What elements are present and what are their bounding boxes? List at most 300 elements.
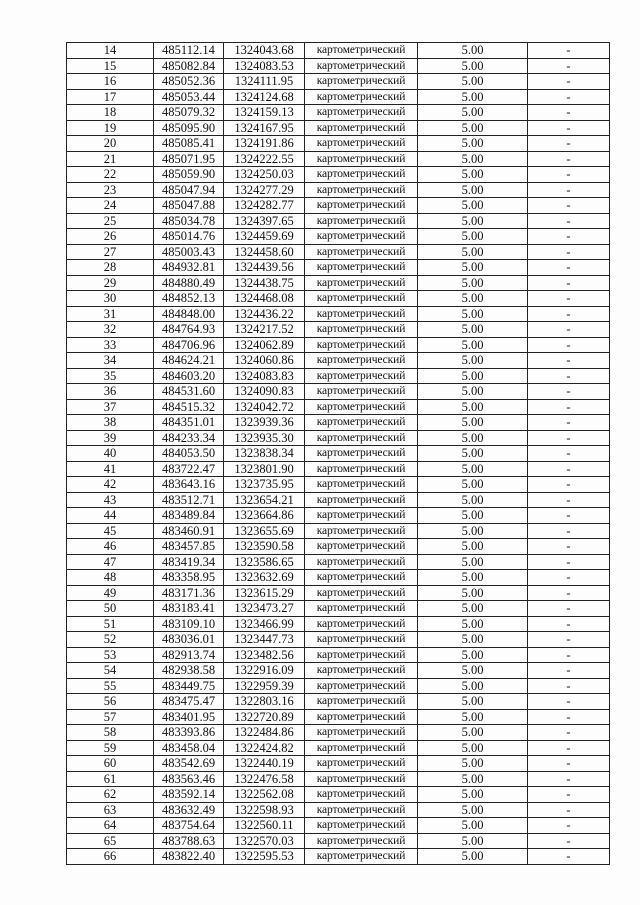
table-row <box>67 492 610 508</box>
coordinates-table <box>66 42 610 865</box>
point-number-cell: 40 <box>67 446 154 462</box>
table-row <box>67 771 610 787</box>
description-cell: - <box>528 306 610 322</box>
accuracy-cell: 5.00 <box>418 337 528 353</box>
method-cell: картометрический <box>305 89 418 105</box>
table-row <box>67 616 610 632</box>
method-cell: картометрический <box>305 539 418 555</box>
coordinate-x-cell: 485052.36 <box>154 74 224 90</box>
coordinate-y-cell: 1323838.34 <box>224 446 305 462</box>
point-number-cell: 63 <box>67 802 154 818</box>
coordinate-y-cell: 1324042.72 <box>224 399 305 415</box>
coordinate-y-cell: 1324124.68 <box>224 89 305 105</box>
accuracy-cell: 5.00 <box>418 694 528 710</box>
coordinate-y-cell: 1323935.30 <box>224 430 305 446</box>
coordinate-y-cell: 1324459.69 <box>224 229 305 245</box>
method-cell: картометрический <box>305 771 418 787</box>
coordinate-x-cell: 484531.60 <box>154 384 224 400</box>
coordinate-y-cell: 1324062.89 <box>224 337 305 353</box>
coordinate-x-cell: 485047.94 <box>154 182 224 198</box>
table-row <box>67 136 610 152</box>
coordinate-x-cell: 482938.58 <box>154 663 224 679</box>
method-cell: картометрический <box>305 461 418 477</box>
method-cell: картометрический <box>305 368 418 384</box>
accuracy-cell: 5.00 <box>418 632 528 648</box>
coordinate-x-cell: 483643.16 <box>154 477 224 493</box>
coordinate-x-cell: 482913.74 <box>154 647 224 663</box>
method-cell: картометрический <box>305 725 418 741</box>
table-row <box>67 756 610 772</box>
method-cell: картометрический <box>305 787 418 803</box>
coordinate-x-cell: 483458.04 <box>154 740 224 756</box>
coordinate-x-cell: 484848.00 <box>154 306 224 322</box>
method-cell: картометрический <box>305 275 418 291</box>
accuracy-cell: 5.00 <box>418 492 528 508</box>
point-number-cell: 19 <box>67 120 154 136</box>
point-number-cell: 48 <box>67 570 154 586</box>
description-cell: - <box>528 151 610 167</box>
method-cell: картометрический <box>305 477 418 493</box>
coordinate-y-cell: 1324083.83 <box>224 368 305 384</box>
coordinate-y-cell: 1322560.11 <box>224 818 305 834</box>
coordinate-x-cell: 483822.40 <box>154 849 224 865</box>
coordinate-x-cell: 483401.95 <box>154 709 224 725</box>
accuracy-cell: 5.00 <box>418 399 528 415</box>
method-cell: картометрический <box>305 105 418 121</box>
coordinate-y-cell: 1323664.86 <box>224 508 305 524</box>
table-row <box>67 353 610 369</box>
accuracy-cell: 5.00 <box>418 151 528 167</box>
description-cell: - <box>528 322 610 338</box>
accuracy-cell: 5.00 <box>418 167 528 183</box>
coordinate-y-cell: 1324439.56 <box>224 260 305 276</box>
method-cell: картометрический <box>305 430 418 446</box>
coordinate-y-cell: 1323590.58 <box>224 539 305 555</box>
description-cell: - <box>528 399 610 415</box>
point-number-cell: 57 <box>67 709 154 725</box>
accuracy-cell: 5.00 <box>418 709 528 725</box>
method-cell: картометрический <box>305 384 418 400</box>
method-cell: картометрический <box>305 647 418 663</box>
method-cell: картометрический <box>305 709 418 725</box>
coordinate-x-cell: 483036.01 <box>154 632 224 648</box>
table-row <box>67 477 610 493</box>
coordinate-y-cell: 1324159.13 <box>224 105 305 121</box>
coordinate-x-cell: 483475.47 <box>154 694 224 710</box>
description-cell: - <box>528 275 610 291</box>
coordinate-y-cell: 1324222.55 <box>224 151 305 167</box>
coordinate-x-cell: 483419.34 <box>154 554 224 570</box>
description-cell: - <box>528 833 610 849</box>
description-cell: - <box>528 74 610 90</box>
coordinate-x-cell: 483542.69 <box>154 756 224 772</box>
description-cell: - <box>528 647 610 663</box>
accuracy-cell: 5.00 <box>418 570 528 586</box>
accuracy-cell: 5.00 <box>418 663 528 679</box>
coordinate-x-cell: 483171.36 <box>154 585 224 601</box>
method-cell: картометрический <box>305 151 418 167</box>
point-number-cell: 14 <box>67 43 154 59</box>
description-cell: - <box>528 725 610 741</box>
description-cell: - <box>528 616 610 632</box>
coordinate-y-cell: 1322424.82 <box>224 740 305 756</box>
description-cell: - <box>528 492 610 508</box>
description-cell: - <box>528 368 610 384</box>
point-number-cell: 46 <box>67 539 154 555</box>
coordinate-x-cell: 483592.14 <box>154 787 224 803</box>
method-cell: картометрический <box>305 554 418 570</box>
table-row <box>67 430 610 446</box>
description-cell: - <box>528 477 610 493</box>
table-row <box>67 167 610 183</box>
method-cell: картометрический <box>305 399 418 415</box>
description-cell: - <box>528 771 610 787</box>
table-row <box>67 120 610 136</box>
accuracy-cell: 5.00 <box>418 818 528 834</box>
description-cell: - <box>528 198 610 214</box>
description-cell: - <box>528 260 610 276</box>
description-cell: - <box>528 353 610 369</box>
coordinate-y-cell: 1323654.21 <box>224 492 305 508</box>
coordinate-x-cell: 485003.43 <box>154 244 224 260</box>
accuracy-cell: 5.00 <box>418 306 528 322</box>
accuracy-cell: 5.00 <box>418 740 528 756</box>
description-cell: - <box>528 58 610 74</box>
point-number-cell: 30 <box>67 291 154 307</box>
point-number-cell: 24 <box>67 198 154 214</box>
table-row <box>67 802 610 818</box>
description-cell: - <box>528 213 610 229</box>
accuracy-cell: 5.00 <box>418 523 528 539</box>
method-cell: картометрический <box>305 229 418 245</box>
coordinate-y-cell: 1322916.09 <box>224 663 305 679</box>
accuracy-cell: 5.00 <box>418 322 528 338</box>
table-row <box>67 368 610 384</box>
accuracy-cell: 5.00 <box>418 368 528 384</box>
table-row <box>67 461 610 477</box>
table-row <box>67 43 610 59</box>
point-number-cell: 35 <box>67 368 154 384</box>
accuracy-cell: 5.00 <box>418 477 528 493</box>
point-number-cell: 29 <box>67 275 154 291</box>
coordinate-x-cell: 485059.90 <box>154 167 224 183</box>
coordinate-x-cell: 483393.86 <box>154 725 224 741</box>
table-row <box>67 632 610 648</box>
point-number-cell: 62 <box>67 787 154 803</box>
point-number-cell: 21 <box>67 151 154 167</box>
table-row <box>67 601 610 617</box>
accuracy-cell: 5.00 <box>418 756 528 772</box>
point-number-cell: 25 <box>67 213 154 229</box>
description-cell: - <box>528 105 610 121</box>
point-number-cell: 39 <box>67 430 154 446</box>
description-cell: - <box>528 430 610 446</box>
coordinate-x-cell: 484932.81 <box>154 260 224 276</box>
coordinate-x-cell: 485053.44 <box>154 89 224 105</box>
accuracy-cell: 5.00 <box>418 260 528 276</box>
point-number-cell: 42 <box>67 477 154 493</box>
method-cell: картометрический <box>305 198 418 214</box>
method-cell: картометрический <box>305 601 418 617</box>
accuracy-cell: 5.00 <box>418 461 528 477</box>
description-cell: - <box>528 415 610 431</box>
table-row <box>67 508 610 524</box>
accuracy-cell: 5.00 <box>418 725 528 741</box>
accuracy-cell: 5.00 <box>418 182 528 198</box>
table-row <box>67 275 610 291</box>
method-cell: картометрический <box>305 570 418 586</box>
point-number-cell: 34 <box>67 353 154 369</box>
method-cell: картометрический <box>305 74 418 90</box>
coordinate-x-cell: 483489.84 <box>154 508 224 524</box>
table-row <box>67 182 610 198</box>
table-row <box>67 585 610 601</box>
description-cell: - <box>528 740 610 756</box>
point-number-cell: 55 <box>67 678 154 694</box>
point-number-cell: 65 <box>67 833 154 849</box>
accuracy-cell: 5.00 <box>418 647 528 663</box>
coordinate-x-cell: 485047.88 <box>154 198 224 214</box>
table-row <box>67 198 610 214</box>
point-number-cell: 59 <box>67 740 154 756</box>
table-row <box>67 151 610 167</box>
method-cell: картометрический <box>305 492 418 508</box>
coordinate-y-cell: 1324043.68 <box>224 43 305 59</box>
method-cell: картометрический <box>305 849 418 865</box>
coordinate-x-cell: 484515.32 <box>154 399 224 415</box>
table-row <box>67 399 610 415</box>
accuracy-cell: 5.00 <box>418 616 528 632</box>
method-cell: картометрический <box>305 523 418 539</box>
coordinate-x-cell: 483788.63 <box>154 833 224 849</box>
method-cell: картометрический <box>305 337 418 353</box>
accuracy-cell: 5.00 <box>418 136 528 152</box>
coordinate-y-cell: 1323801.90 <box>224 461 305 477</box>
coordinate-y-cell: 1322595.53 <box>224 849 305 865</box>
method-cell: картометрический <box>305 43 418 59</box>
accuracy-cell: 5.00 <box>418 849 528 865</box>
description-cell: - <box>528 554 610 570</box>
table-row <box>67 849 610 865</box>
point-number-cell: 61 <box>67 771 154 787</box>
point-number-cell: 28 <box>67 260 154 276</box>
description-cell: - <box>528 802 610 818</box>
point-number-cell: 31 <box>67 306 154 322</box>
point-number-cell: 60 <box>67 756 154 772</box>
coordinate-x-cell: 483754.64 <box>154 818 224 834</box>
table-row <box>67 74 610 90</box>
method-cell: картометрический <box>305 802 418 818</box>
table-row <box>67 415 610 431</box>
coordinate-y-cell: 1322562.08 <box>224 787 305 803</box>
point-number-cell: 51 <box>67 616 154 632</box>
accuracy-cell: 5.00 <box>418 833 528 849</box>
description-cell: - <box>528 136 610 152</box>
coordinate-y-cell: 1322570.03 <box>224 833 305 849</box>
table-row <box>67 58 610 74</box>
coordinate-y-cell: 1324282.77 <box>224 198 305 214</box>
method-cell: картометрический <box>305 182 418 198</box>
method-cell: картометрический <box>305 632 418 648</box>
table-row <box>67 244 610 260</box>
coordinate-y-cell: 1324111.95 <box>224 74 305 90</box>
method-cell: картометрический <box>305 740 418 756</box>
accuracy-cell: 5.00 <box>418 229 528 245</box>
accuracy-cell: 5.00 <box>418 120 528 136</box>
coordinate-x-cell: 485082.84 <box>154 58 224 74</box>
coordinate-y-cell: 1323632.69 <box>224 570 305 586</box>
point-number-cell: 41 <box>67 461 154 477</box>
coordinate-x-cell: 485071.95 <box>154 151 224 167</box>
coordinate-x-cell: 484624.21 <box>154 353 224 369</box>
table-row <box>67 570 610 586</box>
coordinate-x-cell: 484880.49 <box>154 275 224 291</box>
table-row <box>67 291 610 307</box>
table-row <box>67 539 610 555</box>
coordinate-y-cell: 1324191.86 <box>224 136 305 152</box>
table-row <box>67 337 610 353</box>
method-cell: картометрический <box>305 585 418 601</box>
table-row <box>67 694 610 710</box>
method-cell: картометрический <box>305 213 418 229</box>
point-number-cell: 17 <box>67 89 154 105</box>
point-number-cell: 26 <box>67 229 154 245</box>
coordinate-y-cell: 1323466.99 <box>224 616 305 632</box>
accuracy-cell: 5.00 <box>418 585 528 601</box>
coordinate-y-cell: 1324436.22 <box>224 306 305 322</box>
coordinate-y-cell: 1322484.86 <box>224 725 305 741</box>
point-number-cell: 45 <box>67 523 154 539</box>
coordinate-y-cell: 1322476.58 <box>224 771 305 787</box>
accuracy-cell: 5.00 <box>418 554 528 570</box>
accuracy-cell: 5.00 <box>418 539 528 555</box>
accuracy-cell: 5.00 <box>418 787 528 803</box>
method-cell: картометрический <box>305 244 418 260</box>
coordinate-x-cell: 483722.47 <box>154 461 224 477</box>
coordinate-y-cell: 1324060.86 <box>224 353 305 369</box>
accuracy-cell: 5.00 <box>418 430 528 446</box>
coordinate-x-cell: 485014.76 <box>154 229 224 245</box>
table-row <box>67 647 610 663</box>
description-cell: - <box>528 601 610 617</box>
description-cell: - <box>528 182 610 198</box>
table-row <box>67 725 610 741</box>
point-number-cell: 52 <box>67 632 154 648</box>
description-cell: - <box>528 663 610 679</box>
accuracy-cell: 5.00 <box>418 802 528 818</box>
method-cell: картометрический <box>305 616 418 632</box>
point-number-cell: 23 <box>67 182 154 198</box>
table-row <box>67 446 610 462</box>
point-number-cell: 16 <box>67 74 154 90</box>
point-number-cell: 64 <box>67 818 154 834</box>
description-cell: - <box>528 709 610 725</box>
description-cell: - <box>528 446 610 462</box>
method-cell: картометрический <box>305 694 418 710</box>
description-cell: - <box>528 523 610 539</box>
method-cell: картометрический <box>305 415 418 431</box>
coordinate-x-cell: 484351.01 <box>154 415 224 431</box>
point-number-cell: 32 <box>67 322 154 338</box>
table-row <box>67 818 610 834</box>
method-cell: картометрический <box>305 353 418 369</box>
point-number-cell: 22 <box>67 167 154 183</box>
point-number-cell: 50 <box>67 601 154 617</box>
coordinate-y-cell: 1322720.89 <box>224 709 305 725</box>
coordinate-y-cell: 1324090.83 <box>224 384 305 400</box>
coordinate-x-cell: 484764.93 <box>154 322 224 338</box>
coordinate-x-cell: 484603.20 <box>154 368 224 384</box>
method-cell: картометрический <box>305 306 418 322</box>
method-cell: картометрический <box>305 120 418 136</box>
description-cell: - <box>528 384 610 400</box>
accuracy-cell: 5.00 <box>418 58 528 74</box>
table-row <box>67 523 610 539</box>
method-cell: картометрический <box>305 167 418 183</box>
coordinate-x-cell: 483358.95 <box>154 570 224 586</box>
coordinate-y-cell: 1322598.93 <box>224 802 305 818</box>
coordinate-y-cell: 1324250.03 <box>224 167 305 183</box>
method-cell: картометрический <box>305 818 418 834</box>
accuracy-cell: 5.00 <box>418 198 528 214</box>
coordinate-y-cell: 1323473.27 <box>224 601 305 617</box>
description-cell: - <box>528 244 610 260</box>
coordinate-y-cell: 1324438.75 <box>224 275 305 291</box>
table-row <box>67 322 610 338</box>
method-cell: картометрический <box>305 260 418 276</box>
point-number-cell: 66 <box>67 849 154 865</box>
accuracy-cell: 5.00 <box>418 508 528 524</box>
accuracy-cell: 5.00 <box>418 446 528 462</box>
description-cell: - <box>528 539 610 555</box>
coordinate-x-cell: 485085.41 <box>154 136 224 152</box>
description-cell: - <box>528 570 610 586</box>
table-row <box>67 260 610 276</box>
coordinate-y-cell: 1324277.29 <box>224 182 305 198</box>
coordinate-y-cell: 1322440.19 <box>224 756 305 772</box>
coordinate-x-cell: 483109.10 <box>154 616 224 632</box>
description-cell: - <box>528 291 610 307</box>
point-number-cell: 18 <box>67 105 154 121</box>
method-cell: картометрический <box>305 508 418 524</box>
accuracy-cell: 5.00 <box>418 89 528 105</box>
coordinate-x-cell: 485034.78 <box>154 213 224 229</box>
table-row <box>67 663 610 679</box>
coordinate-x-cell: 484053.50 <box>154 446 224 462</box>
coordinate-x-cell: 485112.14 <box>154 43 224 59</box>
point-number-cell: 36 <box>67 384 154 400</box>
point-number-cell: 38 <box>67 415 154 431</box>
table-row <box>67 105 610 121</box>
table-row <box>67 213 610 229</box>
description-cell: - <box>528 694 610 710</box>
coordinate-x-cell: 483632.49 <box>154 802 224 818</box>
coordinates-table-body <box>67 43 610 865</box>
coordinate-x-cell: 483449.75 <box>154 678 224 694</box>
description-cell: - <box>528 43 610 59</box>
coordinate-y-cell: 1322959.39 <box>224 678 305 694</box>
accuracy-cell: 5.00 <box>418 678 528 694</box>
table-row <box>67 89 610 105</box>
point-number-cell: 20 <box>67 136 154 152</box>
method-cell: картометрический <box>305 136 418 152</box>
coordinate-x-cell: 483563.46 <box>154 771 224 787</box>
table-row <box>67 709 610 725</box>
method-cell: картометрический <box>305 833 418 849</box>
coordinate-y-cell: 1324397.65 <box>224 213 305 229</box>
table-row <box>67 554 610 570</box>
coordinate-y-cell: 1323655.69 <box>224 523 305 539</box>
